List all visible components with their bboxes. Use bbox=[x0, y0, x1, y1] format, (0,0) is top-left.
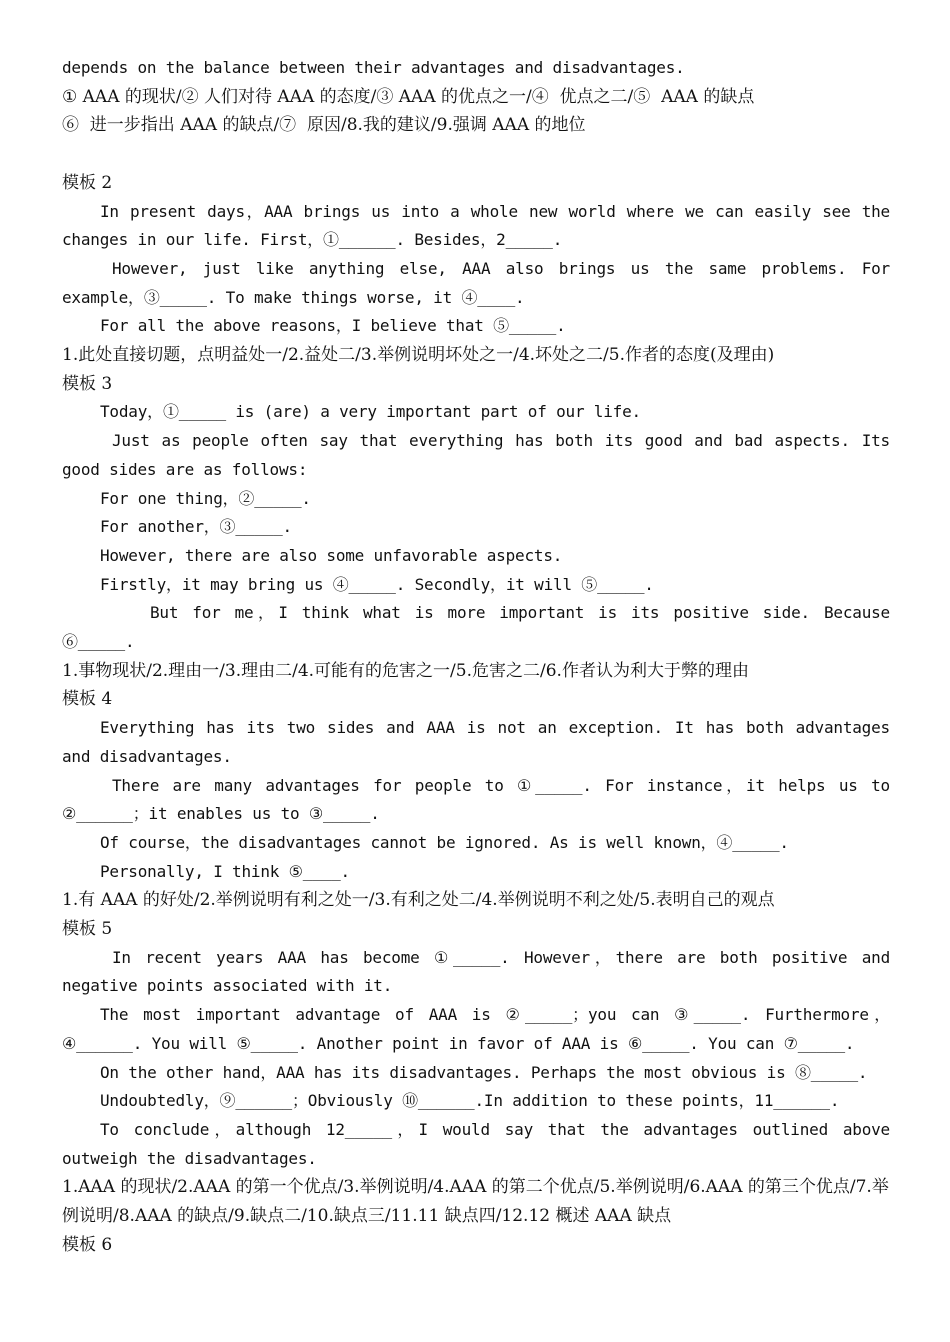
template-paragraph: Of course，the disadvantages cannot be ignored. As is well known，④_____. bbox=[100, 832, 789, 852]
template-notes: 1.AAA 的现状/2.AAA 的第一个优点/3.举例说明/4.AAA 的第二个优点/5.举例说明/6.AAA 的第三个优点/7.举例说明/8.AAA 的缺点/9.缺点二/10.缺点三/11.11 缺点四/12.12 概述 AAA 缺点 bbox=[62, 1177, 889, 1227]
template-paragraph: For one thing，②_____. bbox=[100, 488, 311, 508]
template-paragraph: To conclude，although 12_____，I would say that the advantages outlined above outweigh the disadvantages. bbox=[62, 1120, 900, 1168]
template-notes: 1.有 AAA 的好处/2.举例说明有利之处一/3.有利之处二/4.举例说明不利之处/5.表明自己的观点 bbox=[62, 890, 775, 911]
template-paragraph: But for me，I think what is more important is its positive side. Because ⑥_____. bbox=[62, 603, 900, 652]
template-paragraph: Firstly，it may bring us ④_____. Secondly，it will ⑤_____. bbox=[100, 574, 654, 594]
paragraph-continuation: depends on the balance between their advantages and disadvantages. bbox=[62, 58, 685, 77]
template-paragraph: The most important advantage of AAA is ②_____；you can ③_____. Furthermore，④______. You will ⑤_____. Another point in favor of AAA is ⑥_____. You can ⑦_____. bbox=[62, 1005, 890, 1053]
template-paragraph: However, just like anything else, AAA also brings us the same problems. For example，③_____. To make things worse, it ④____. bbox=[62, 258, 900, 307]
template-paragraph: Today，①_____ is (are) a very important part of our life. bbox=[100, 402, 641, 422]
template-heading: 模板 4 bbox=[62, 689, 113, 710]
template-paragraph: For another，③_____. bbox=[100, 517, 292, 537]
template-heading: 模板 3 bbox=[62, 373, 113, 394]
template-paragraph: Everything has its two sides and AAA is not an exception. It has both advantages and disadvantages. bbox=[62, 718, 900, 766]
outline-line: ① AAA 的现状/② 人们对待 AAA 的态度/③ AAA 的优点之一/④ 优点之二/⑤ AAA 的缺点 bbox=[62, 86, 755, 107]
template-heading: 模板 6 bbox=[62, 1234, 113, 1255]
template-paragraph: There are many advantages for people to ①_____. For instance，it helps us to ②______；it enables us to ③_____. bbox=[62, 775, 900, 824]
document-page bbox=[62, 54, 900, 1260]
template-paragraph: Just as people often say that everything has both its good and bad aspects. Its good sides are as follows: bbox=[62, 431, 900, 479]
template-paragraph: Personally, I think ⑤____. bbox=[100, 861, 350, 881]
template-heading: 模板 2 bbox=[62, 172, 113, 193]
blank-line bbox=[62, 140, 890, 169]
template-heading: 模板 5 bbox=[62, 919, 113, 940]
template-paragraph: Undoubtedly，⑨______；Obviously ⑩______.In addition to these points，11______. bbox=[100, 1091, 840, 1111]
template-paragraph: In present days，AAA brings us into a whole new world where we can easily see the changes in our life. First，①______. Besides，2_____. bbox=[62, 201, 900, 250]
template-paragraph: In recent years AAA has become ①_____. However，there are both positive and negative points associated with it. bbox=[62, 947, 900, 996]
template-notes: 1.此处直接切题，点明益处一/2.益处二/3.举例说明坏处之一/4.坏处之二/5.作者的态度(及理由) bbox=[62, 345, 775, 366]
template-notes: 1.事物现状/2.理由一/3.理由二/4.可能有的危害之一/5.危害之二/6.作者认为利大于弊的理由 bbox=[62, 660, 749, 681]
template-paragraph: For all the above reasons，I believe that ⑤_____. bbox=[100, 316, 566, 336]
outline-line: ⑥ 进一步指出 AAA 的缺点/⑦ 原因/8.我的建议/9.强调 AAA 的地位 bbox=[62, 115, 586, 136]
template-paragraph: On the other hand，AAA has its disadvantages. Perhaps the most obvious is ⑧_____. bbox=[100, 1062, 868, 1082]
template-paragraph: However, there are also some unfavorable aspects. bbox=[100, 545, 563, 565]
